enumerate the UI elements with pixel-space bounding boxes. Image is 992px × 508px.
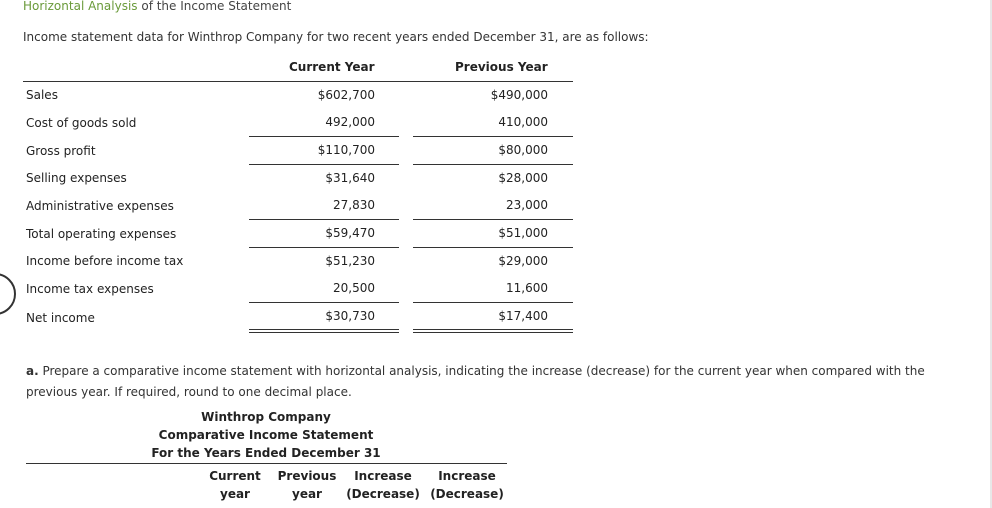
cell-current: $30,730 bbox=[325, 309, 375, 323]
subtotal-rule bbox=[413, 302, 573, 303]
col-current-line2: year bbox=[220, 487, 250, 501]
col-previous-line1: Previous bbox=[277, 469, 337, 483]
scroll-handle[interactable] bbox=[0, 273, 16, 315]
subtotal-rule bbox=[249, 302, 399, 303]
cell-current: $602,700 bbox=[317, 88, 375, 102]
question-text: Prepare a comparative income statement with horizontal analysis, indicating the increase (decrease) for the current year when compared with the bbox=[38, 364, 925, 378]
cell-current: $110,700 bbox=[317, 143, 375, 157]
subtotal-rule bbox=[249, 164, 399, 165]
cell-previous: $29,000 bbox=[498, 254, 548, 268]
section-link[interactable]: Horizontal Analysis bbox=[23, 0, 138, 13]
subtotal-rule bbox=[249, 136, 399, 137]
col-current-line1: Current bbox=[209, 469, 261, 483]
row-label: Sales bbox=[26, 88, 58, 102]
intro-text: Income statement data for Winthrop Company for two recent years ended December 31, are as follows: bbox=[23, 30, 649, 44]
cell-current: $59,470 bbox=[325, 226, 375, 240]
question-letter: a. bbox=[26, 364, 39, 378]
cell-previous: $28,000 bbox=[498, 171, 548, 185]
cell-previous: $80,000 bbox=[498, 143, 548, 157]
cell-previous: 23,000 bbox=[506, 198, 548, 212]
question-line-1 bbox=[26, 364, 925, 378]
cell-current: 20,500 bbox=[333, 281, 375, 295]
cell-previous: $17,400 bbox=[498, 309, 548, 323]
col-increase2-line1: Increase bbox=[438, 469, 496, 483]
row-label: Income before income tax bbox=[26, 254, 184, 268]
row-label: Selling expenses bbox=[26, 171, 127, 185]
col-increase-line1: Increase bbox=[354, 469, 412, 483]
col-previous-label bbox=[274, 469, 340, 501]
row-label: Total operating expenses bbox=[26, 227, 177, 241]
cell-previous: $51,000 bbox=[498, 226, 548, 240]
statement-title: Comparative Income Statement bbox=[158, 428, 374, 442]
statement-company: Winthrop Company bbox=[201, 410, 331, 424]
cell-previous: 11,600 bbox=[506, 281, 548, 295]
header-rule bbox=[23, 81, 573, 82]
cell-current: 27,830 bbox=[333, 198, 375, 212]
subtotal-rule bbox=[413, 219, 573, 220]
col-increase-percent-label bbox=[427, 469, 507, 501]
statement-period: For the Years Ended December 31 bbox=[151, 446, 381, 460]
row-label: Income tax expenses bbox=[26, 282, 154, 296]
page-title bbox=[23, 0, 291, 13]
row-label: Gross profit bbox=[26, 144, 96, 158]
question-line-2: previous year. If required, round to one decimal place. bbox=[26, 385, 352, 399]
statement-rule bbox=[26, 463, 507, 464]
cell-previous: 410,000 bbox=[498, 115, 548, 129]
total-double-rule bbox=[249, 329, 399, 333]
cell-current: 492,000 bbox=[325, 115, 375, 129]
col-current-label bbox=[205, 469, 265, 501]
title-rest: of the Income Statement bbox=[137, 0, 292, 13]
subtotal-rule bbox=[413, 136, 573, 137]
cell-current: $51,230 bbox=[325, 254, 375, 268]
subtotal-rule bbox=[413, 164, 573, 165]
col-previous-year: Previous Year bbox=[455, 60, 548, 74]
subtotal-rule bbox=[249, 247, 399, 248]
cell-previous: $490,000 bbox=[490, 88, 548, 102]
row-label: Cost of goods sold bbox=[26, 116, 137, 130]
subtotal-rule bbox=[413, 247, 573, 248]
col-previous-line2: year bbox=[292, 487, 322, 501]
subtotal-rule bbox=[249, 219, 399, 220]
col-increase-amount-label bbox=[343, 469, 423, 501]
col-increase-line2: (Decrease) bbox=[346, 487, 420, 501]
row-label: Net income bbox=[26, 311, 95, 325]
cell-current: $31,640 bbox=[325, 171, 375, 185]
col-current-year: Current Year bbox=[289, 60, 375, 74]
total-double-rule bbox=[413, 329, 573, 333]
row-label: Administrative expenses bbox=[26, 199, 174, 213]
col-increase2-line2: (Decrease) bbox=[430, 487, 504, 501]
